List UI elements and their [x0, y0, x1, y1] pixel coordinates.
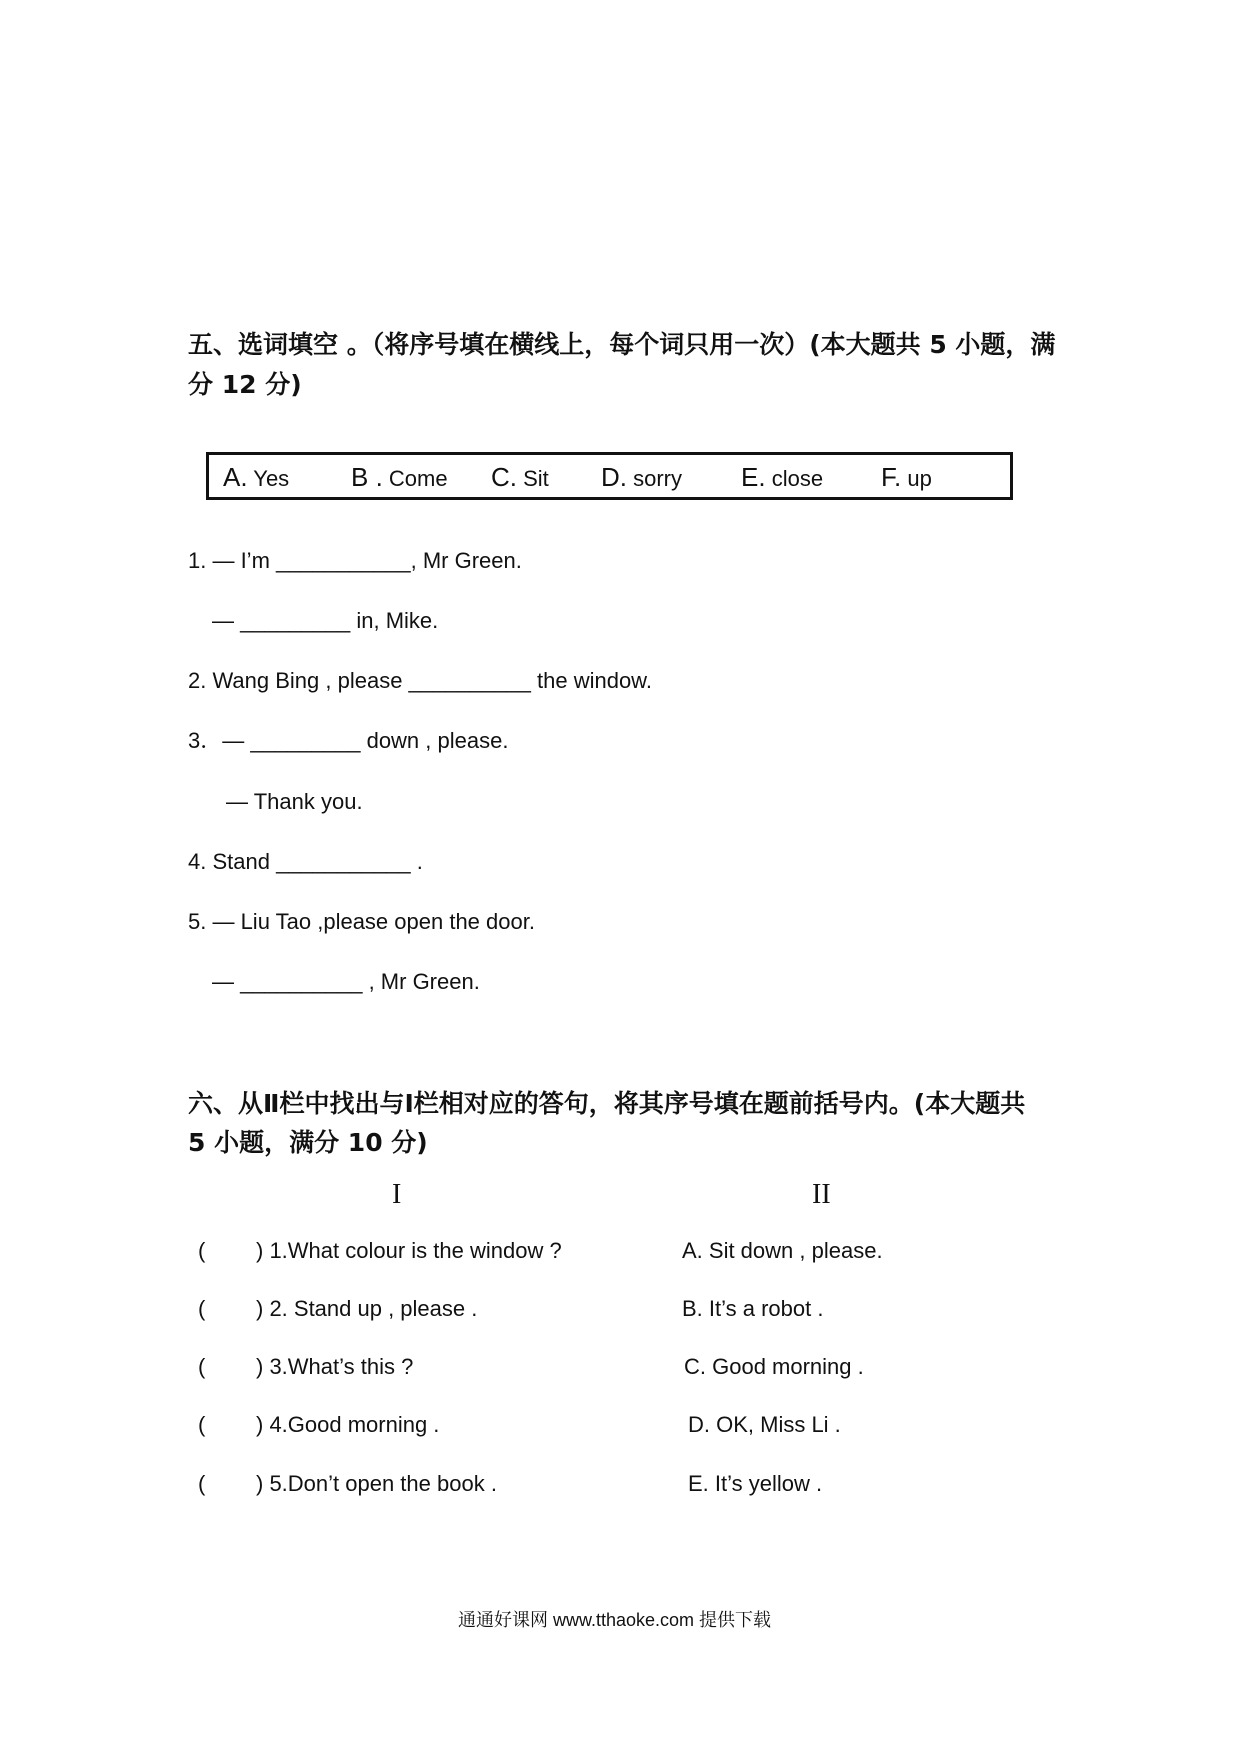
page-footer: 通通好课网 www.tthaoke.com 提供下载 [458, 1610, 772, 1630]
match-question-2: ) 2. Stand up , please . [256, 1296, 478, 1321]
match-question-1: ) 1.What colour is the window ? [256, 1238, 562, 1263]
section5-heading-line1: 五、选词填空 。（将序号填在横线上，每个词只用一次）(本大题共 5 小题，满 [188, 330, 1056, 359]
answer-paren: ( [198, 1412, 206, 1437]
answer-paren: ( [198, 1296, 206, 1321]
question-3-reply: — Thank you. [226, 789, 363, 814]
match-question-4: ) 4.Good morning . [256, 1412, 440, 1437]
answer-paren: ( [198, 1238, 206, 1263]
match-answer-e: E. It’s yellow . [688, 1471, 823, 1496]
option-b: B . Come [351, 462, 448, 492]
match-answer-a: A. Sit down , please. [682, 1238, 883, 1263]
question-1: 1. — I’m ___________, Mr Green. [188, 548, 522, 573]
question-5: 5. — Liu Tao ,please open the door. [188, 909, 535, 934]
question-4: 4. Stand ___________ . [188, 849, 423, 874]
answer-paren: ( [198, 1354, 206, 1379]
word-options-box [206, 452, 1013, 500]
section5-heading-line2: 分 12 分) [188, 370, 302, 399]
option-e: E. close [741, 462, 824, 492]
section6-heading-line1: 六、从Ⅱ栏中找出与Ⅰ栏相对应的答句，将其序号填在题前括号内。(本大题共 [188, 1089, 1026, 1118]
section6-heading-line2: 5 小题，满分 10 分) [188, 1128, 428, 1157]
question-5-reply: — __________ , Mr Green. [212, 969, 480, 994]
match-answer-b: B. It’s a robot . [682, 1296, 824, 1321]
option-a: A. Yes [223, 462, 290, 492]
column-2-header: II [812, 1179, 831, 1210]
option-f: F. up [881, 462, 932, 492]
answer-paren: ( [198, 1471, 206, 1496]
column-1-header: I [392, 1179, 402, 1210]
question-1-reply: — _________ in, Mike. [212, 608, 439, 633]
question-2: 2. Wang Bing , please __________ the window. [188, 668, 652, 693]
match-question-5: ) 5.Don’t open the book . [256, 1471, 497, 1496]
match-answer-c: C. Good morning . [684, 1354, 864, 1379]
option-d: D. sorry [601, 462, 683, 492]
option-c: C. Sit [491, 462, 549, 492]
match-question-3: ) 3.What’s this ? [256, 1354, 414, 1379]
question-3: 3．— _________ down , please. [188, 728, 509, 753]
match-answer-d: D. OK, Miss Li . [688, 1412, 841, 1437]
